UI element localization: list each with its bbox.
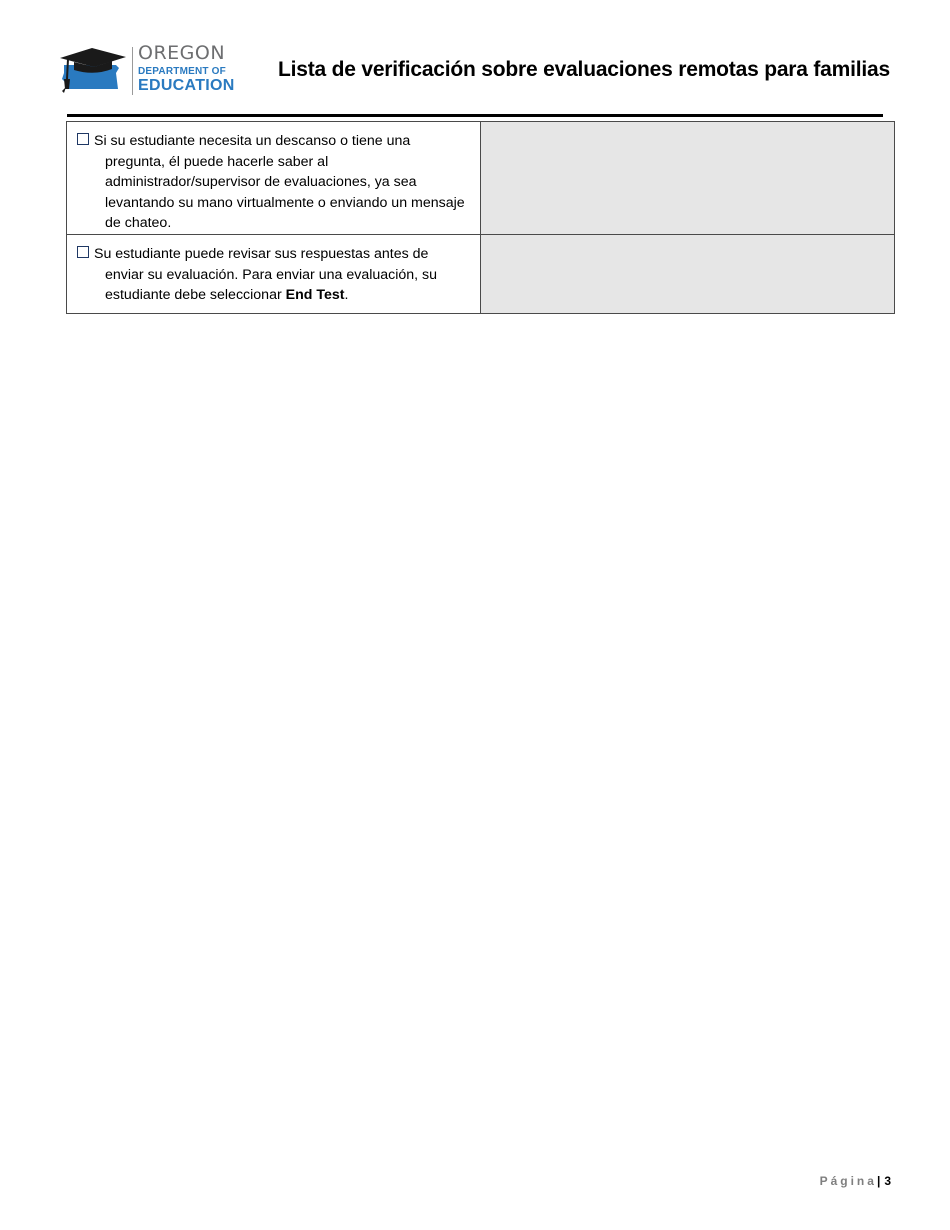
checklist-item-cell [67, 122, 481, 235]
page-number: 3 [884, 1174, 891, 1188]
page-label: Página [819, 1174, 877, 1188]
checklist-row [67, 234, 895, 313]
checkbox-icon[interactable] [77, 246, 89, 258]
checklist-note-cell [481, 234, 895, 313]
checklist-item [77, 244, 470, 306]
checklist-item-bold-text: End Test [285, 287, 345, 304]
page-header [56, 40, 896, 100]
checklist-item [77, 131, 470, 234]
checklist-item-suffix: . [344, 287, 349, 304]
checklist-table [66, 121, 895, 314]
logo-education-text: EDUCATION [138, 77, 235, 94]
page-separator: | [876, 1174, 881, 1188]
logo-department-text: DEPARTMENT OF [138, 66, 226, 77]
checklist-note-cell [481, 122, 895, 235]
graduation-cap-oregon-map-icon [56, 43, 128, 97]
checkbox-icon[interactable] [77, 133, 89, 145]
logo-divider [132, 47, 133, 95]
checklist-item-text: Si su estudiante necesita un descanso o tiene una pregunta, él puede hacerle saber al administrador/supervisor de evaluaciones, ya sea levantando su mano virtualmente o enviando un mensaje de chateo. [94, 133, 465, 232]
document-title: Lista de verificación sobre evaluaciones remotas para familias [277, 58, 890, 81]
header-divider [67, 114, 883, 117]
ode-logo [56, 42, 235, 97]
checklist-item-text: Su estudiante puede revisar sus respuestas antes de enviar su evaluación. Para enviar una evaluación, su estudiante debe seleccionar [94, 245, 438, 304]
checklist-item-cell [67, 234, 481, 313]
checklist-row [67, 122, 895, 235]
page-footer [820, 1174, 891, 1188]
logo-oregon-text: OREGON [138, 42, 226, 64]
